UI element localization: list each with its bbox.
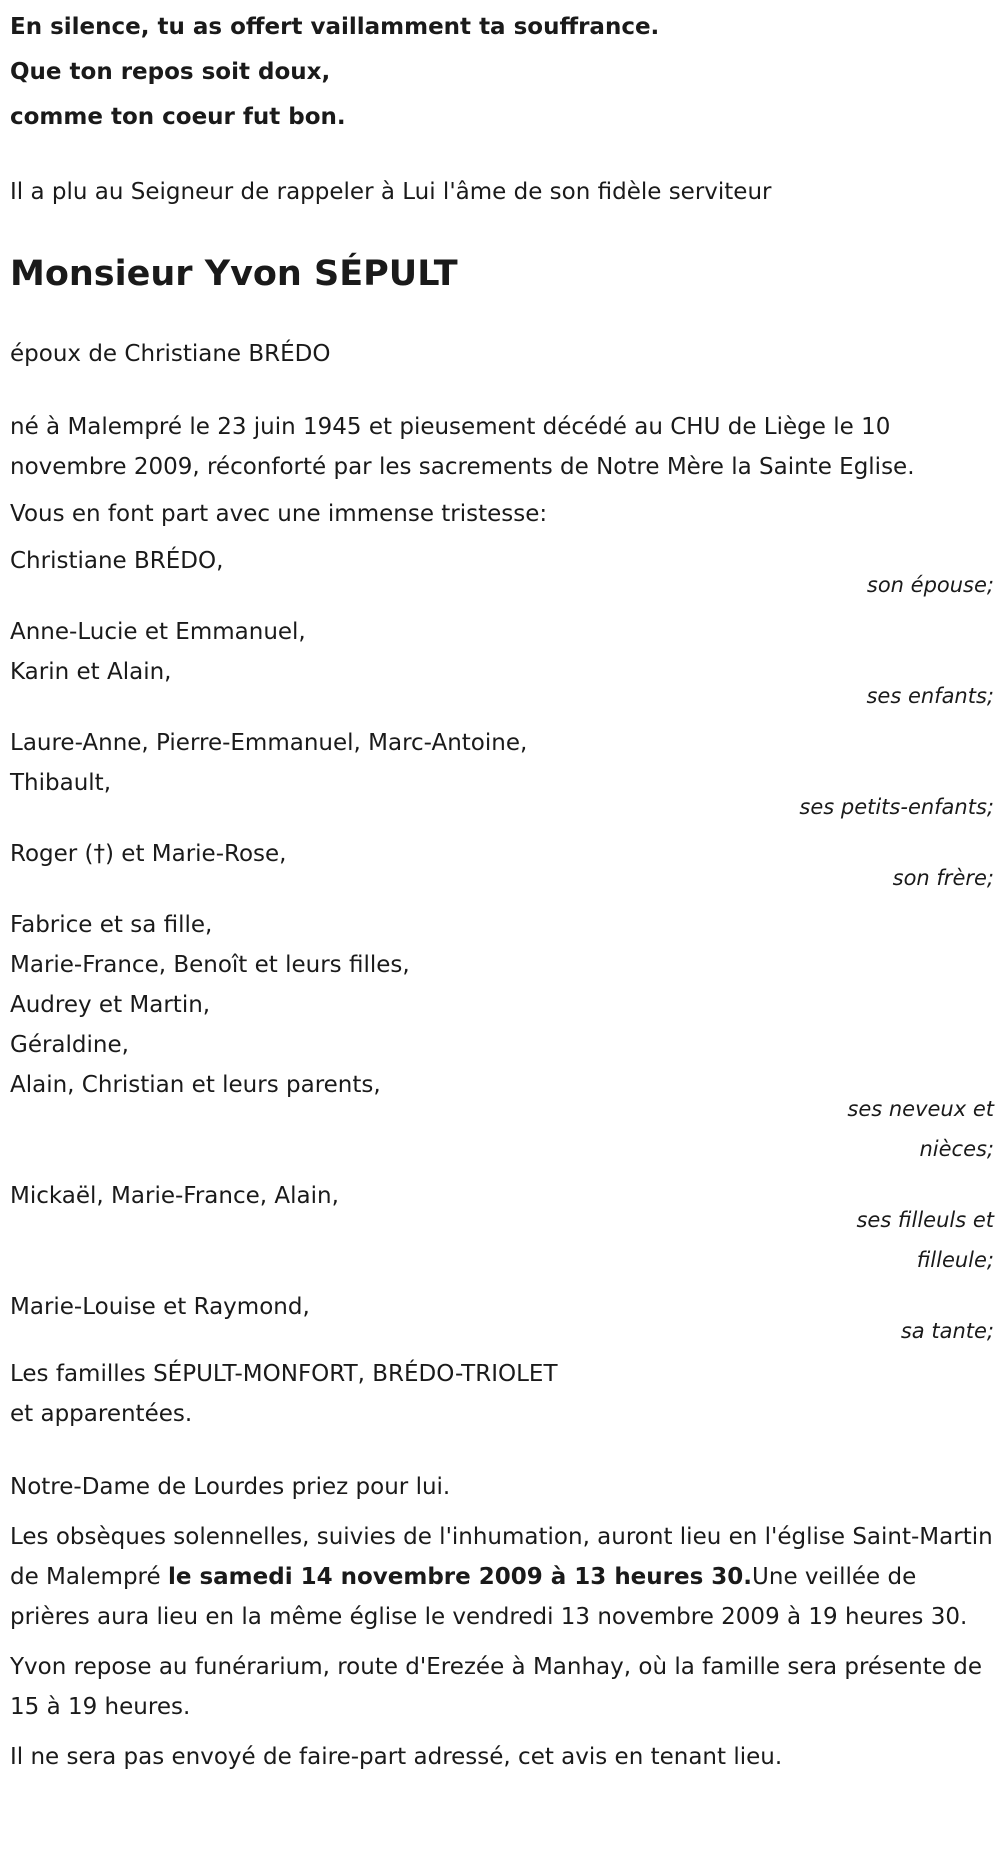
spouse-text: époux de Christiane BRÉDO	[10, 341, 331, 367]
family-group	[10, 723, 996, 827]
prayer-text: Notre-Dame de Lourdes priez pour lui.	[10, 1474, 451, 1500]
families-block	[10, 1354, 996, 1434]
family-member-line: Fabrice et sa fille,	[10, 912, 213, 938]
funeral-text-vigil: Une veillée de prières aura lieu en la même église le vendredi 13 novembre 2009 à 19 heures 30.	[10, 1564, 968, 1630]
family-relation: son épouse;	[866, 573, 994, 597]
family-member-line: Karin et Alain,	[10, 659, 172, 685]
family-member-line: Mickaël, Marie-France, Alain,	[10, 1183, 339, 1209]
family-relation: sa tante;	[900, 1319, 994, 1343]
family-member-line: Audrey et Martin,	[10, 992, 211, 1018]
epigraph-line: Que ton repos soit doux,	[10, 59, 331, 85]
funeral-text	[10, 1517, 996, 1637]
announce-text: Vous en font part avec une immense tristesse:	[10, 501, 548, 527]
family-member-line: Laure-Anne, Pierre-Emmanuel, Marc-Antoine,	[10, 730, 528, 756]
family-group	[10, 1287, 996, 1351]
family-member-line: Roger (†) et Marie-Rose,	[10, 841, 287, 867]
family-member-line: Thibault,	[10, 770, 112, 796]
funeral-date: le samedi 14 novembre 2009 à 13 heures 30.	[167, 1564, 753, 1590]
families-line: Les familles SÉPULT-MONFORT, BRÉDO-TRIOLET	[10, 1361, 558, 1387]
family-group	[10, 834, 996, 898]
family-group	[10, 905, 996, 1169]
family-member-line: Marie-France, Benoît et leurs filles,	[10, 952, 410, 978]
intro-text: Il a plu au Seigneur de rappeler à Lui l'âme de son fidèle serviteur	[10, 179, 772, 205]
deceased-name: Monsieur Yvon SÉPULT	[10, 254, 458, 294]
family-member-line: Géraldine,	[10, 1032, 129, 1058]
family-group	[10, 541, 996, 605]
family-member-line: Alain, Christian et leurs parents,	[10, 1072, 381, 1098]
family-group	[10, 612, 996, 716]
family-relation: ses neveux et nièces;	[847, 1097, 994, 1161]
funeral-text-intro: Les obsèques solennelles, suivies de l'inhumation, auront lieu en l'église Saint-Martin de Malempré	[10, 1524, 993, 1590]
family-member-line: Anne-Lucie et Emmanuel,	[10, 619, 306, 645]
funeral-home-text: Yvon repose au funérarium, route d'Erezée à Manhay, où la famille sera présente de 15 à 19 heures.	[10, 1654, 982, 1720]
family-relation: ses enfants;	[866, 684, 994, 708]
epigraph-line: comme ton coeur fut bon.	[10, 104, 346, 130]
family-relation: ses petits-enfants;	[799, 795, 994, 819]
epigraph-line: En silence, tu as offert vaillamment ta souffrance.	[10, 14, 660, 40]
family-relation: ses filleuls et filleule;	[856, 1208, 994, 1272]
family-relation: son frère;	[892, 866, 994, 890]
families-line: et apparentées.	[10, 1401, 193, 1427]
notice-text: Il ne sera pas envoyé de faire-part adressé, cet avis en tenant lieu.	[10, 1744, 783, 1770]
family-group	[10, 1176, 996, 1280]
birth-death-text: né à Malempré le 23 juin 1945 et pieusement décédé au CHU de Liège le 10 novembre 2009, réconforté par les sacrements de Notre Mère la Sainte Eglise.	[10, 414, 915, 480]
family-member-line: Marie-Louise et Raymond,	[10, 1294, 310, 1320]
family-member-line: Christiane BRÉDO,	[10, 548, 224, 574]
